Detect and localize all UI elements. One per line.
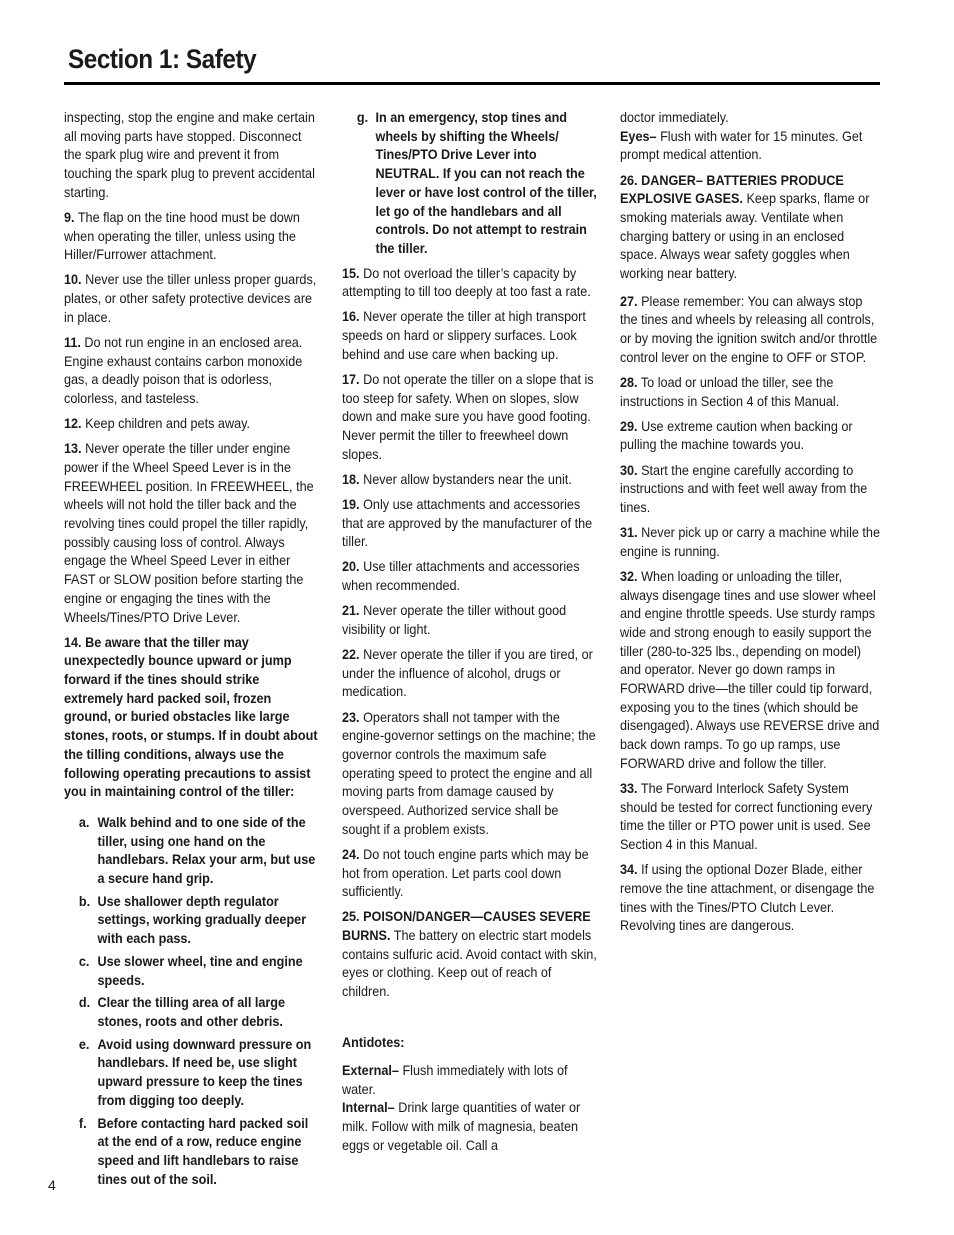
antidote-text: Flush immediately with lots of water. [342,1062,568,1097]
antidote-text: Drink large quantities of water or milk. Follow with milk of magnesia, beaten eggs or vegetable oil. Call a [342,1100,581,1153]
precaution-item-a [79,814,322,889]
safety-item-23 [342,709,600,840]
safety-item-32 [620,568,880,774]
antidote-label: Internal– [342,1100,395,1116]
item-text: Never operate the tiller if you are tired, or under the influence of alcohol, drugs or medication. [342,647,593,700]
item-number: 9. [64,209,75,225]
item-number: 15. [342,265,360,281]
safety-item-25 [342,908,600,1002]
paragraph-continued: doctor immediately. [620,110,729,125]
item-text: Clear the tilling area of all large stones, roots and other debris. [97,995,286,1029]
precaution-item-e [79,1036,322,1111]
item-letter: b. [78,893,91,909]
precaution-item-d [79,994,322,1031]
item-text: Do not overload the tiller’s capacity by attempting to till too deeply at too fast a rate. [342,265,591,300]
item-text: Please remember: You can always stop the tines and wheels by releasing all controls, or by moving the ignition switch and/or throttle control lever on the engine to OFF or STOP. [620,293,878,365]
item-text: In an emergency, stop tines and wheels by shifting the Wheels/ Tines/PTO Drive Lever into NEUTRAL. If you can not reach the lever or have lost control of the tiller, let go of the handlebars and all controls. Do not attempt to restrain the tiller. [375,110,597,256]
title-rule [64,82,880,85]
item-text: Only use attachments and accessories that are approved by the manufacturer of the tiller. [342,496,593,550]
item-number: 21. [342,603,360,619]
item-letter: d. [78,995,91,1011]
item-letter: e. [78,1036,90,1052]
item-text: The battery on electric start models contains sulfuric acid. Avoid contact with skin, eyes or clothing. Keep out of reach of children. [342,928,597,1000]
safety-item-11 [64,334,322,409]
safety-item-22 [342,646,600,702]
safety-item-28 [620,374,880,411]
precaution-item-c [79,953,322,990]
item-text: Keep children and pets away. [81,416,251,432]
item-text: Before contacting hard packed soil at the end of a row, reduce engine speed and lift handlebars to raise tines out of the soil. [97,1115,309,1187]
page-number: 4 [48,1177,56,1193]
item-number: 24. [342,846,360,862]
safety-item-21 [342,602,600,639]
antidotes-heading: Antidotes: [342,1035,405,1051]
precaution-item-g [357,109,600,259]
page-title: Section 1: Safety [68,44,257,74]
item-text: Operators shall not tamper with the engine-governor settings on the machine; the governor controls the maximum safe operating speed to protect the engine and all moving parts from damage caused by overspeed. Authorized service shall be sought if a problem exists. [342,709,596,837]
item-number: 33. [620,780,638,796]
item-text: Walk behind and to one side of the tiller, using one hand on the handlebars. Relax your arm, but use a secure hand grip. [97,814,316,887]
warning-heading: 25. POISON/DANGER—CAUSES SEVERE BURNS. [342,909,591,944]
paragraph-continued: inspecting, stop the engine and make certain all moving parts have stopped. Disconnect the spark plug wire and prevent it from touching the spark plug to prevent accidental starting. [64,110,315,200]
item-number: 32. [620,568,638,584]
safety-item-20 [342,558,600,595]
safety-item-18 [342,471,600,490]
item-number: 22. [342,647,360,663]
item-number: 27. [620,293,638,309]
item-text: Avoid using downward pressure on handlebars. If need be, use slight upward pressure to keep the tines from digging too deeply. [97,1036,312,1108]
item-number: 13. [64,441,82,457]
item-number: 18. [342,471,360,487]
item-letter: a. [78,814,90,830]
safety-item-33 [620,780,880,855]
spacer [342,1008,600,1034]
item-number: 30. [620,462,638,478]
item-number: 20. [342,559,360,575]
antidote-label: Eyes– [620,128,657,144]
item-number: 12. [64,416,82,432]
precaution-list-continued [342,109,600,259]
column-1 [64,109,322,1193]
item-text: To load or unload the tiller, see the instructions in Section 4 of this Manual. [620,374,840,409]
item-text: Do not touch engine parts which may be hot from operation. Let parts cool down sufficiently. [342,846,589,900]
antidote-label: External– [342,1062,399,1078]
item-text: The flap on the tine hood must be down when operating the tiller, unless using the Hiller/Furrower attachment. [64,209,300,263]
item-text: Use tiller attachments and accessories when recommended. [342,559,580,594]
item-number: 31. [620,525,638,541]
item-number: 16. [342,309,360,325]
item-letter: f. [78,1115,87,1131]
item-number: 19. [342,496,360,512]
item-text: Keep sparks, flame or smoking materials away. Ventilate when charging battery or using in an enclosed space. Always wear safety goggles when working near battery. [620,191,870,282]
antidote-internal [342,1099,600,1155]
item-text: Never operate the tiller under engine power if the Wheel Speed Lever is in the FREEWHEEL position. In FREEWHEEL, the wheels will not hold the tiller back and the revolving tines could propel the tiller rapidly, possibly causing loss of control. Always engage the Wheel Speed Lever in either FAST or SLOW position before starting the engine or engaging the tines with the Wheels/Tines/PTO Drive Lever. [64,441,314,625]
item-number: 29. [620,418,638,434]
safety-item-24 [342,846,600,902]
safety-item-30 [620,462,880,518]
warning-heading: 26. DANGER– BATTERIES PRODUCE EXPLOSIVE GASES. [620,172,844,207]
item-text: Never pick up or carry a machine while the engine is running. [620,525,881,559]
item-number: 28. [620,374,638,390]
column-3 [620,109,880,942]
item-letter: g. [356,110,369,125]
item-text: When loading or unloading the tiller, always disengage tines and use slower wheel and engine throttle speeds. Use sturdy ramps wide and strong enough to easily support the tiller (280-to-325 lbs., depending on model) and operator. Never go down ramps in FORWARD drive—the tiller could tip forward, exposing you to the tines (which should be disengaged). Always use REVERSE drive and back down ramps. To go up ramps, use FORWARD drive and follow the tiller. [620,568,880,771]
antidote-text: Flush with water for 15 minutes. Get prompt medical attention. [620,128,863,163]
safety-item-14: 14. Be aware that the tiller may unexpectedly bounce upward or jump forward if the tines should strike extremely hard packed soil, frozen ground, or buried obstacles like large stones, roots, or stumps. If in doubt about the tilling conditions, always use the following operating precautions to assist you in maintaining control of the tiller: [64,634,318,800]
safety-item-19 [342,496,600,552]
item-text: Never use the tiller unless proper guards, plates, or other safety protective devices are in place. [64,272,317,325]
precaution-item-b [79,893,322,949]
precaution-item-f [79,1115,322,1190]
item-text: If using the optional Dozer Blade, either remove the tine attachment, or disengage the tines with the Tines/PTO Clutch Lever. Revolving tines are dangerous. [620,862,875,934]
item-text: Use shallower depth regulator settings, working gradually deeper with each pass. [97,893,307,947]
antidote-external [342,1062,600,1099]
safety-item-13 [64,440,322,627]
item-text: The Forward Interlock Safety System should be tested for correct functioning every time the tiller or PTO power unit is used. See Section 4 in this Manual. [620,780,873,853]
item-number: 34. [620,862,638,878]
item-text: Use extreme caution when backing or pulling the machine towards you. [620,418,853,453]
safety-item-17 [342,371,600,465]
safety-item-16 [342,308,600,364]
item-text: Never allow bystanders near the unit. [359,471,572,487]
item-letter: c. [78,953,90,969]
item-text: Start the engine carefully according to instructions and with feet well away from the tines. [620,462,868,515]
safety-item-31 [620,524,880,561]
safety-item-12 [64,415,322,434]
item-text: Do not run engine in an enclosed area. Engine exhaust contains carbon monoxide gas, a deadly poison that is odorless, colorless, and tasteless. [64,334,303,407]
safety-item-34 [620,861,880,936]
item-number: 11. [64,334,81,350]
safety-item-29 [620,418,880,455]
precaution-list [64,814,322,1189]
item-text: Never operate the tiller without good visibility or light. [342,603,567,637]
item-number: 10. [64,272,82,288]
column-2 [342,109,600,1162]
item-text: Never operate the tiller at high transport speeds on hard or slippery surfaces. Look behind and use care when backing up. [342,309,586,362]
antidote-eyes [620,128,880,165]
item-number: 23. [342,709,360,725]
safety-item-26 [620,172,880,284]
safety-item-10 [64,271,322,327]
item-text: Use slower wheel, tine and engine speeds. [97,953,303,988]
safety-item-9 [64,209,322,265]
safety-item-27 [620,293,880,368]
item-text: Do not operate the tiller on a slope that is too steep for safety. When on slopes, slow down and make sure you have good footing. Never permit the tiller to freewheel down slopes. [342,371,594,462]
safety-item-15 [342,265,600,302]
item-number: 17. [342,371,360,387]
